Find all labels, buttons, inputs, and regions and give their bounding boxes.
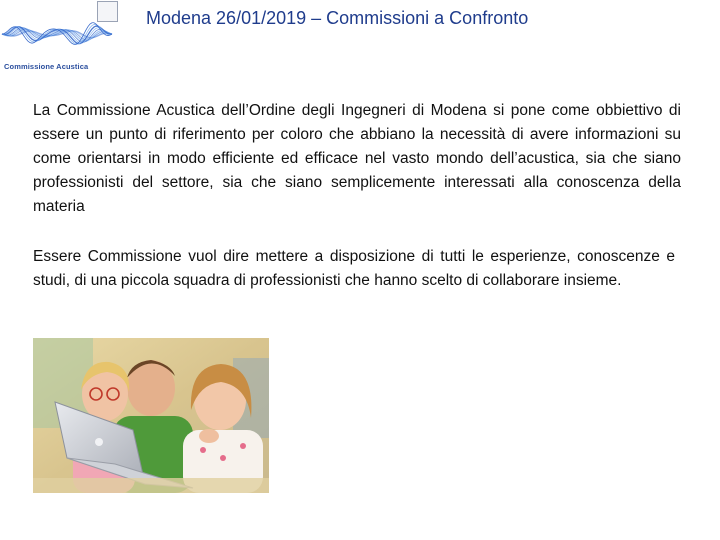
page-title: Modena 26/01/2019 – Commissioni a Confronto (146, 8, 529, 28)
intro-paragraph: La Commissione Acustica dell’Ordine degli Ingegneri di Modena si pone come obbiettivo di essere un punto di riferimento per coloro che abbiano la necessità di avere informazioni su come orientarsi in modo efficiente ed efficace nel vasto mondo dell’acustica, sia che siano professionisti del settore, sia che siano semplicemente interessati alla conoscenza della materia (33, 102, 681, 215)
children-laptop-photo (33, 338, 269, 493)
ordine-ingegneri-badge (97, 1, 118, 22)
commissione-acustica-logo (0, 0, 118, 78)
commission-paragraph: Essere Commissione vuol dire mettere a disposizione di tutti le esperienze, conoscenze e studi, di una piccola squadra di professionisti che hanno scelto di collaborare insieme. (33, 248, 675, 289)
logo-caption: Commissione Acustica (4, 62, 89, 71)
